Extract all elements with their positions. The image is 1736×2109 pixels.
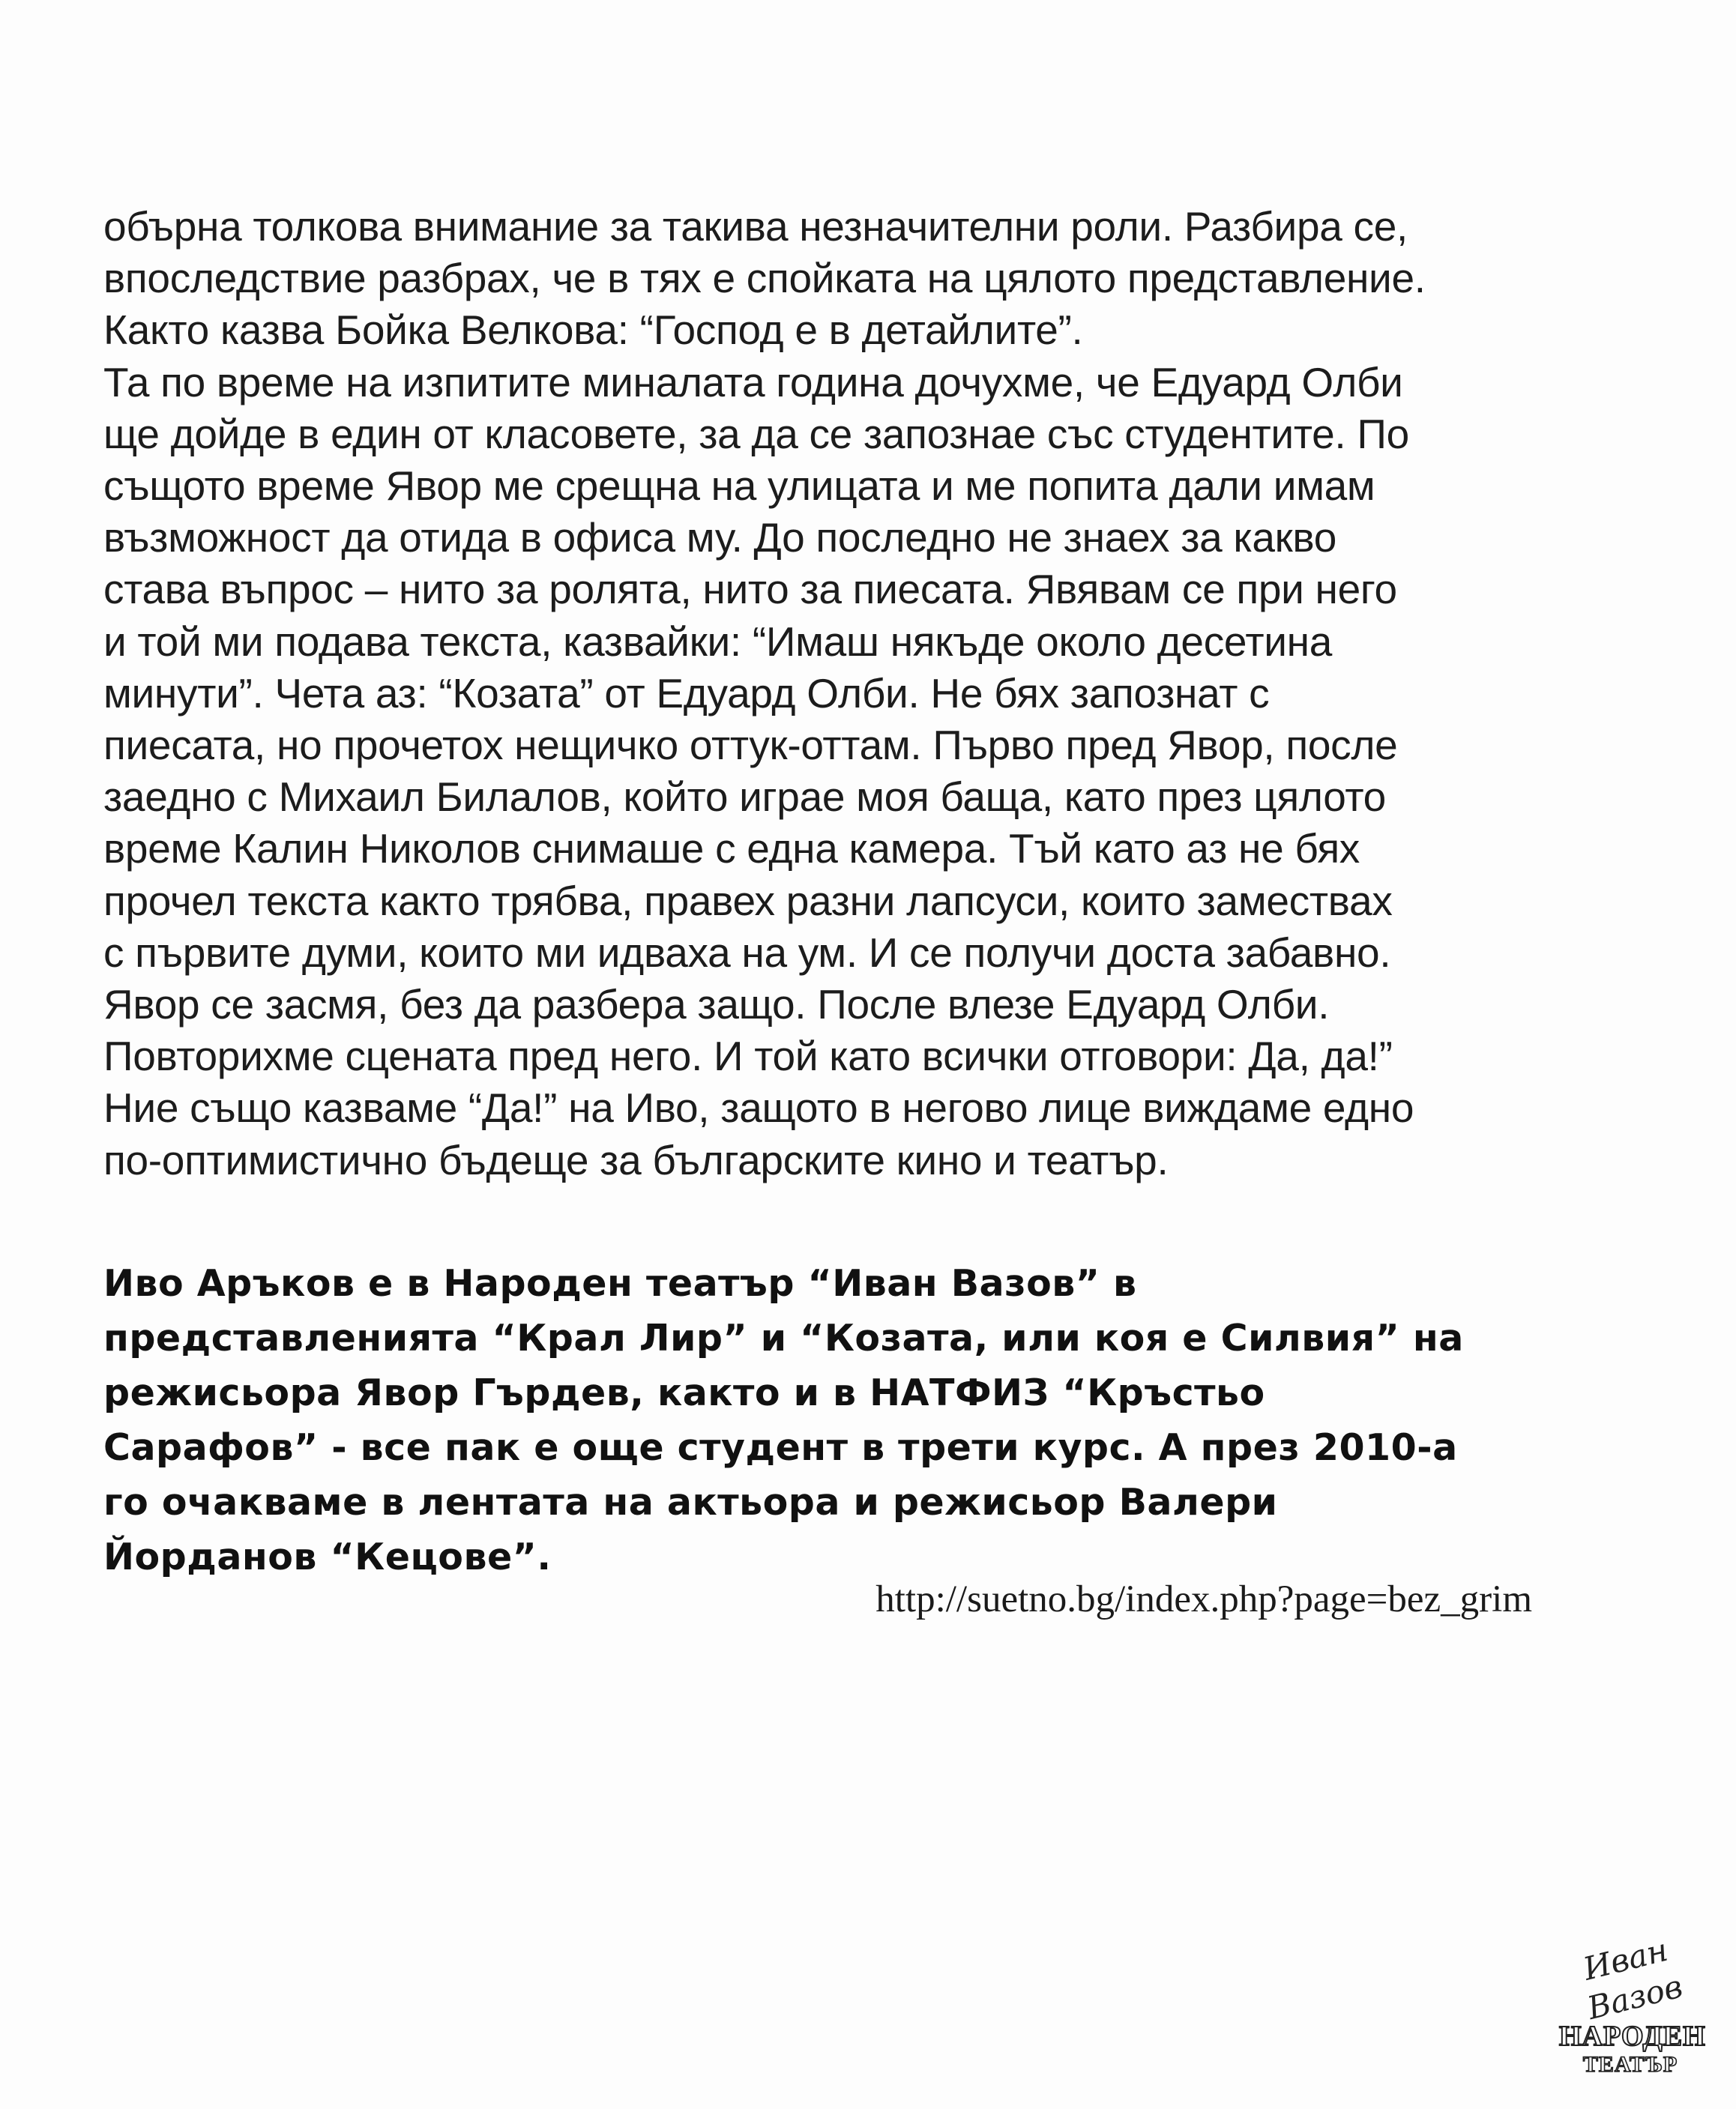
article-line: Явор се засмя, без да разбера защо. После влезе Едуард Олби. [103, 981, 1330, 1028]
article-line: Та по време на изпитите миналата година дочухме, че Едуард Олби [103, 358, 1403, 405]
logo-word-teatar: ТЕАТЪР [1582, 2052, 1678, 2077]
article-line: впоследствие разбрах, че в тях е спойката на цялото представление. [103, 255, 1426, 302]
article-line: пиесата, но прочетох нещичко оттук-оттам. Първо пред Явор, после [103, 722, 1398, 769]
bio-line: Йорданов “Кецове”. [103, 1536, 552, 1578]
article-line: и той ми подава текста, казвайки: “Имаш някъде около десетина [103, 618, 1333, 665]
article-line: става въпрос – нито за ролята, нито за пиесата. Явявам се при него [103, 566, 1397, 613]
bio-line: Иво Аръков е в Народен театър “Иван Вазов” в [103, 1262, 1137, 1305]
article-line: обърна толкова внимание за такива незначителни роли. Разбира се, [103, 203, 1408, 250]
bio-line: го очакваме в лентата на актьора и режисьор Валери [103, 1481, 1278, 1524]
article-line: Както казва Бойка Велкова: “Господ е в детайлите”. [103, 307, 1083, 354]
article-line: по-оптимистично бъдеще за българските кино и театър. [103, 1136, 1169, 1183]
article-line: същото време Явор ме срещна на улицата и ме попита дали имам [103, 462, 1375, 510]
bio-line: представленията “Крал Лир” и “Козата, или коя е Силвия” на [103, 1317, 1464, 1360]
article-line: ще дойде в един от класовете, за да се запознае със студентите. По [103, 410, 1409, 457]
bio-paragraph [103, 1256, 1543, 1584]
logo-word-naroden: НАРОДЕН [1559, 2021, 1706, 2052]
article-line: минути”. Чета аз: “Козата” от Едуард Олби. Не бях запознат с [103, 669, 1270, 716]
article-line: време Калин Николов снимаше с една камера. Тъй като аз не бях [103, 825, 1360, 872]
logo-signature: Иван Вазов [1579, 1931, 1687, 2027]
article-line: възможност да отида в офиса му. До последно не знаех за какво [103, 514, 1337, 561]
article-line: Повторихме сцената пред него. И той като всички отговори: Да, да!” [103, 1033, 1393, 1080]
bio-line: режисьора Явор Гърдев, както и в НАТФИЗ “Кръстьо [103, 1372, 1265, 1414]
source-url: http://suetno.bg/index.php?page=bez_grim [875, 1578, 1532, 1620]
article-body [103, 201, 1543, 1186]
bio-line: Сарафов” - все пак е още студент в трети курс. А през 2010-а [103, 1426, 1458, 1469]
article-line: прочел текста както трябва, правех разни лапсуси, които замествах [103, 877, 1393, 924]
article-line: Ние също казваме “Да!” на Иво, защото в негово лице виждаме едно [103, 1084, 1414, 1132]
national-theatre-logo [1559, 1931, 1706, 2085]
article-line: с първите думи, които ми идваха на ум. И се получи доста забавно. [103, 929, 1391, 976]
article-line: заедно с Михаил Билалов, който играе моя баща, като през цялото [103, 773, 1386, 821]
